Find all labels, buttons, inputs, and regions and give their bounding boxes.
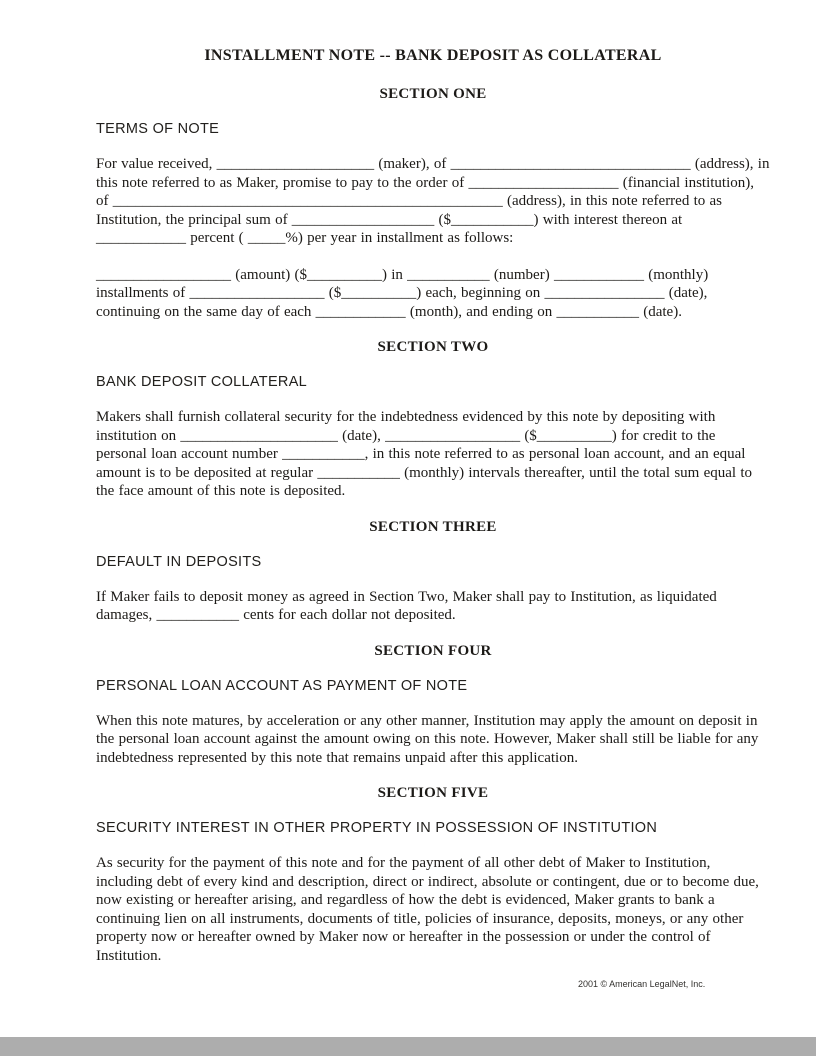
- paragraph: Makers shall furnish collateral security for the indebtedness evidenced by this note by depositing with institution on _____________________ (date), __________________ ($__________) for credit to the personal loan account number ___________, in this note referred to as personal loan account, and an equal amount is to be deposited at regular ___________ (monthly) intervals thereafter, until the total sum equal to the face amount of this note is deposited.: [96, 409, 752, 499]
- section-five: [96, 785, 770, 965]
- viewer-background-strip: [0, 1037, 816, 1056]
- section-three: [96, 519, 770, 625]
- paragraph: When this note matures, by acceleration or any other manner, Institution may apply the amount on deposit in the personal loan account against the amount owing on this note. However, Maker shall still be liable for any indebtedness represented by this note that remains unpaid after this application.: [96, 712, 759, 766]
- paragraph: As security for the payment of this note and for the payment of all other debt of Maker to Institution, including debt of every kind and description, direct or indirect, absolute or contingent, due or to become due, now existing or hereafter arising, and regardless of how the debt is evidenced, Maker grants to bank a continuing lien on all instruments, documents of title, policies of insurance, deposits, moneys, or any other property now or hereafter owned by Maker now or hereafter in the possession or under the control of Institution.: [96, 855, 759, 964]
- section-one: [96, 86, 770, 321]
- paragraph: If Maker fails to deposit money as agreed in Section Two, Maker shall pay to Institution, as liquidated damages, ___________ cents for each dollar not deposited.: [96, 588, 717, 623]
- section-one-subheading: TERMS OF NOTE: [96, 121, 220, 137]
- section-two: [96, 339, 770, 501]
- section-two-heading: SECTION TWO: [377, 339, 489, 355]
- section-four-subheading: PERSONAL LOAN ACCOUNT AS PAYMENT OF NOTE: [96, 677, 468, 694]
- paragraph: __________________ (amount) ($__________) in ___________ (number) ____________ (monthly) installments of __________________ ($__________) each, beginning on ________________ (date), continuing on the same day of each ____________ (month), and ending on ___________ (date).: [96, 266, 709, 320]
- copyright-notice: 2001 © American LegalNet, Inc.: [578, 979, 706, 989]
- section-one-heading: SECTION ONE: [379, 86, 487, 102]
- section-two-subheading: BANK DEPOSIT COLLATERAL: [96, 374, 308, 390]
- section-four-heading: SECTION FOUR: [374, 642, 492, 659]
- section-five-subheading: SECURITY INTEREST IN OTHER PROPERTY IN POSSESSION OF INSTITUTION: [96, 820, 658, 836]
- section-five-heading: SECTION FIVE: [377, 785, 489, 801]
- section-three-subheading: DEFAULT IN DEPOSITS: [96, 553, 262, 570]
- document-title: INSTALLMENT NOTE -- BANK DEPOSIT AS COLLATERAL: [204, 47, 662, 64]
- section-four: [96, 643, 770, 768]
- paragraph: For value received, _____________________ (maker), of ________________________________ (address), in this note referred to as Maker, promise to pay to the order of ____________________ (financial institution), of ____________________________________________________ (address), in this note referred to as Institution, the principal sum of ___________________ ($___________) with interest thereon at ____________ percent ( _____%) per year in installment as follows:: [96, 156, 770, 246]
- section-three-heading: SECTION THREE: [369, 518, 497, 535]
